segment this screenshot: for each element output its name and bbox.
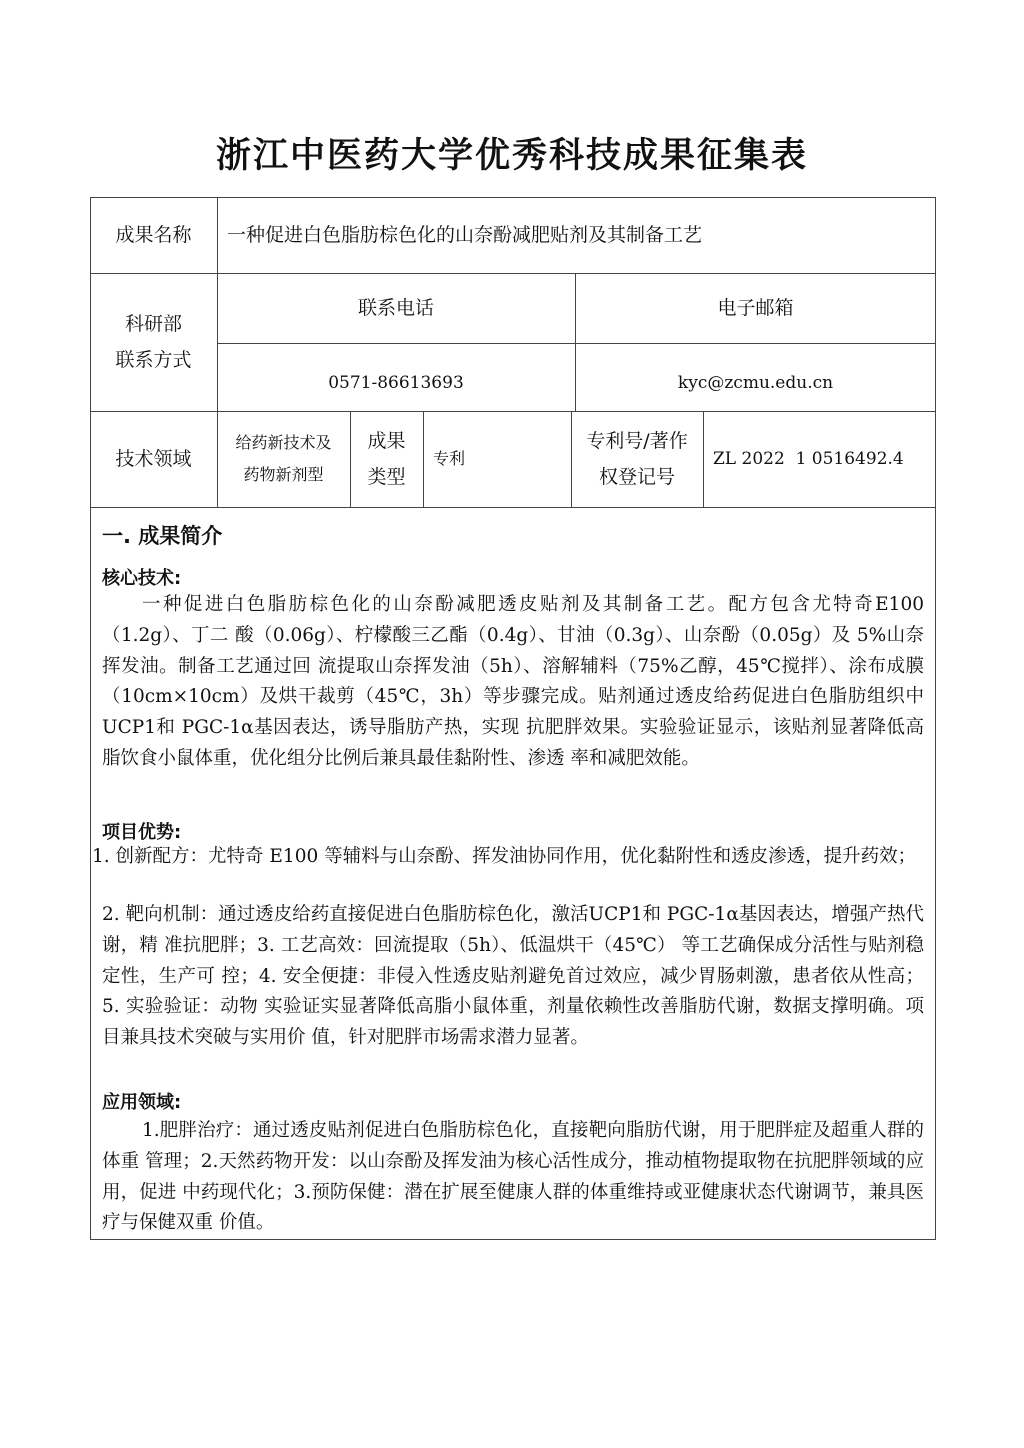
patent-label-line2: 权登记号	[598, 466, 675, 488]
result-name-value: 一种促进白色脂肪棕色化的山奈酚减肥贴剂及其制备工艺	[227, 224, 703, 246]
patent-number-label	[571, 411, 703, 507]
page-title: 浙江中医药大学优秀科技成果征集表	[215, 136, 808, 176]
patent-label-line1: 专利号/著作	[586, 430, 688, 452]
column-divider	[423, 411, 424, 507]
advantage-label: 项目优势:	[102, 822, 182, 843]
result-type-value: 专利	[433, 449, 466, 468]
result-type-line2: 类型	[367, 466, 406, 488]
contact-label-line2: 联系方式	[115, 349, 192, 371]
section-heading: 一. 成果简介	[102, 524, 223, 548]
row-divider	[217, 343, 936, 344]
core-tech-label: 核心技术:	[102, 568, 182, 589]
advantage-text-2: 2. 靶向机制：通过透皮给药直接促进白色脂肪棕色化，激活UCP1和 PGC-1α基因表达，增强产热代谢，精 准抗肥胖；3. 工艺高效：回流提取（5h）、低温烘干（45℃） 等工艺确保成分活性与贴剂稳定性，生产可 控；4. 安全便捷：非侵入性透皮贴剂避免首过效应，减少胃肠刺激，患者依从性高；5. 实验验证：动物 实验证实显著降低高脂小鼠体重，剂量依赖性改善脂肪代谢，数据支撑明确。项目兼具技术突破与实用价 值，针对肥胖市场需求潜力显著。	[102, 904, 924, 1049]
application-label: 应用领域:	[102, 1092, 182, 1113]
column-divider	[703, 411, 704, 507]
phone-label: 联系电话	[357, 297, 434, 319]
patent-number-value: ZL 2022 1 0516492.4	[713, 449, 904, 469]
core-tech-text: 一种促进白色脂肪棕色化的山奈酚减肥透皮贴剂及其制备工艺。配方包含尤特奇E100（1.2g）、丁二 酸（0.06g）、柠檬酸三乙酯（0.4g）、甘油（0.3g）、山奈酚（0.05g）及 5%山奈挥发油。制备工艺通过回 流提取山奈挥发油（5h）、溶解辅料（75%乙醇，45℃搅拌）、涂布成膜（10cm×10cm）及烘干裁剪（45℃，3h）等步骤完成。贴剂通过透皮给药促进白色脂肪组织中UCP1和 PGC-1α基因表达，诱导脂肪产热，实现 抗肥胖效果。实验验证显示，该贴剂显著降低高脂饮食小鼠体重，优化组分比例后兼具最佳黏附性、渗透 率和减肥效能。	[102, 594, 924, 769]
tech-field-label: 技术领域	[115, 448, 192, 470]
row-divider	[90, 507, 936, 508]
advantage-text-1: 1. 创新配方：尤特奇 E100 等辅料与山奈酚、挥发油协同作用，优化黏附性和透皮渗透，提升药效；	[92, 846, 917, 867]
email-value: kyc@zcmu.edu.cn	[677, 373, 834, 393]
result-type-line1: 成果	[367, 430, 406, 452]
result-name-label: 成果名称	[115, 224, 192, 246]
application-text: 1.肥胖治疗：通过透皮贴剂促进白色脂肪棕色化，直接靶向脂肪代谢，用于肥胖症及超重人群的体重 管理；2.天然药物开发：以山奈酚及挥发油为核心活性成分，推动植物提取物在抗肥胖领域的应用，促进 中药现代化；3.预防保健：潜在扩展至健康人群的体重维持或亚健康状态代谢调节，兼具医疗与保健双重 价值。	[102, 1120, 924, 1234]
email-label: 电子邮箱	[717, 297, 794, 319]
contact-label	[90, 273, 217, 411]
tech-field-line1: 给药新技术及	[235, 433, 332, 452]
phone-value: 0571-86613693	[328, 373, 464, 393]
tech-field-value	[217, 411, 350, 507]
result-type-label	[350, 411, 423, 507]
tech-field-line2: 药物新剂型	[243, 465, 324, 484]
contact-label-line1: 科研部	[124, 313, 182, 335]
